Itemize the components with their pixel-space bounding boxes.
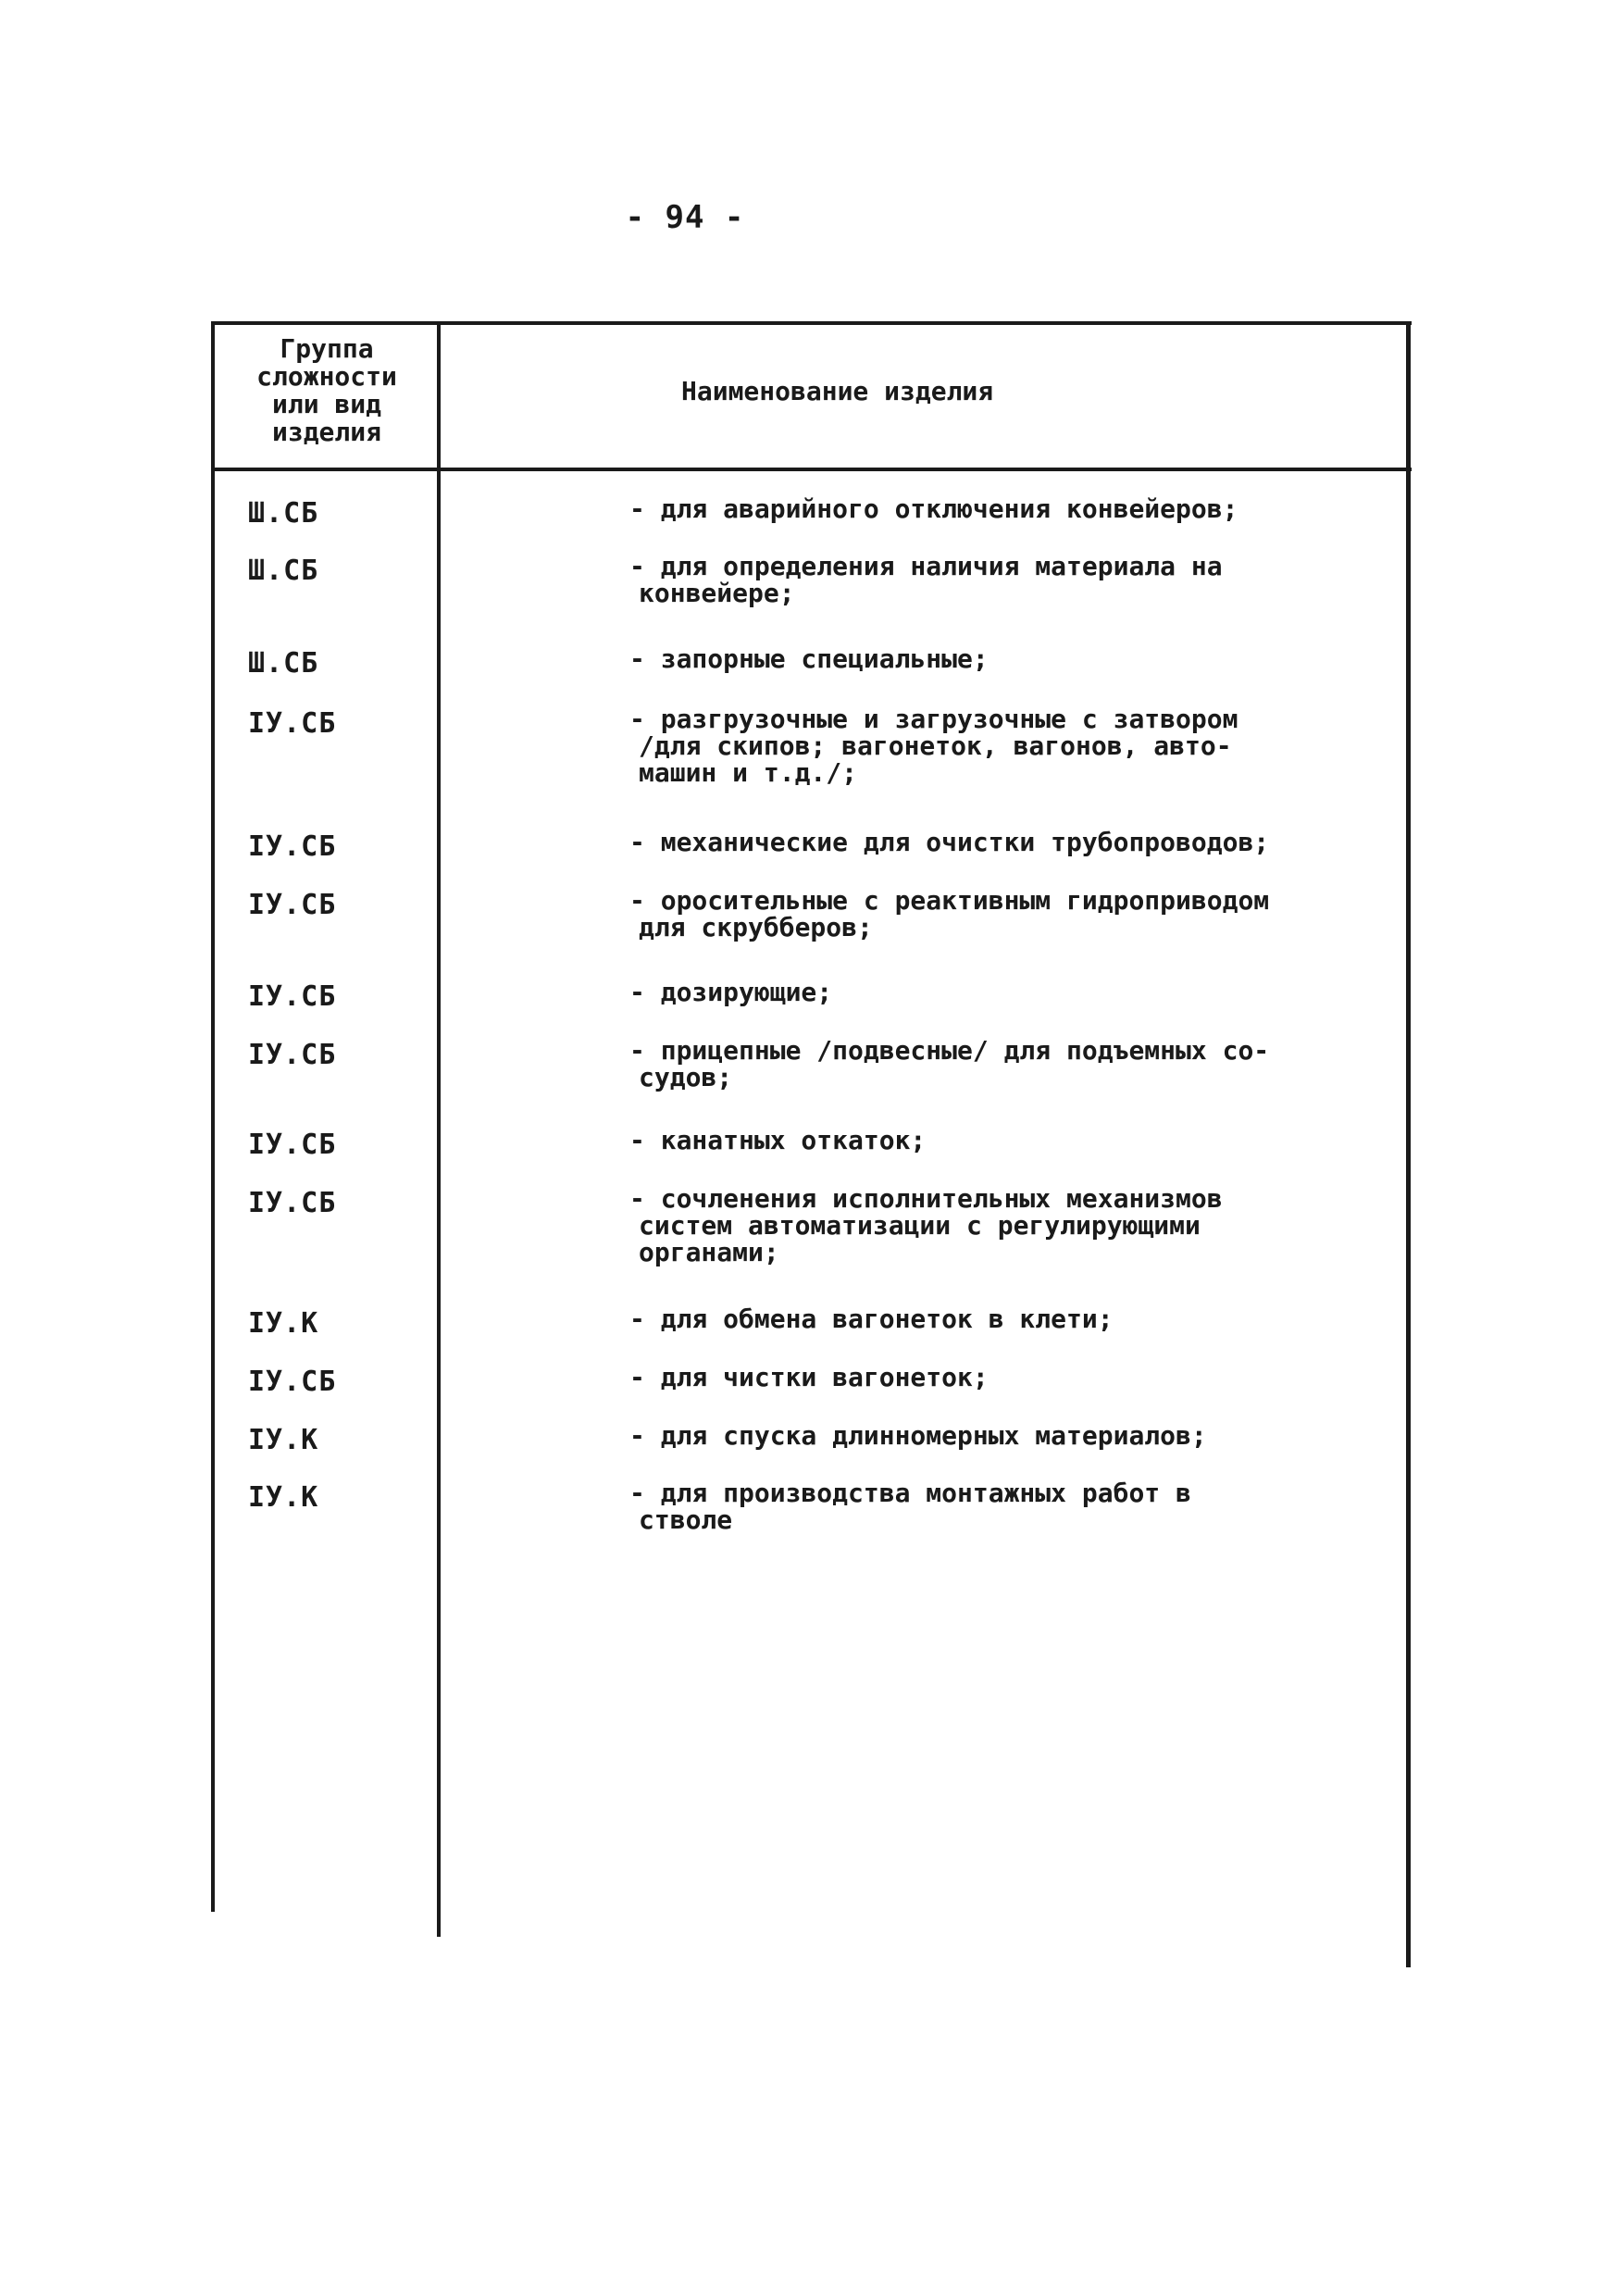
row-description	[629, 1305, 1398, 1332]
row-description-line: - для производства монтажных работ в	[629, 1478, 1191, 1508]
row-description	[629, 1037, 1398, 1091]
table-left-border	[211, 321, 215, 1912]
row-description-line: - оросительные с реактивным гидроприводом	[629, 885, 1270, 916]
row-description	[629, 1422, 1398, 1449]
row-code: IУ.СБ	[248, 1039, 337, 1071]
row-code: Ш.СБ	[248, 497, 319, 530]
row-description-line: - механические для очистки трубопроводов;	[629, 827, 1270, 857]
header-name-column: Наименование изделия	[681, 376, 994, 406]
row-code: IУ.СБ	[248, 1366, 337, 1398]
table-header-separator	[211, 468, 1412, 471]
row-code: IУ.СБ	[248, 1129, 337, 1161]
row-description-line: - дозирующие;	[629, 977, 833, 1007]
row-description	[629, 645, 1398, 672]
row-code: IУ.СБ	[248, 830, 337, 863]
page-number: - 94 -	[625, 199, 745, 236]
row-description-line: - для аварийного отключения конвейеров;	[629, 493, 1238, 524]
row-description-line: - запорные специальные;	[629, 643, 989, 674]
row-code: IУ.СБ	[248, 980, 337, 1013]
row-description-line: - для чистки вагонеток;	[629, 1362, 989, 1392]
header-group-column	[218, 335, 435, 446]
row-code: IУ.СБ	[248, 1187, 337, 1219]
row-description	[629, 495, 1398, 522]
row-description-line: - прицепные /подвесные/ для подъемных со-	[629, 1035, 1270, 1066]
header-group-line: сложности	[256, 361, 397, 392]
table-top-border	[211, 321, 1412, 325]
row-description-line: систем автоматизации с регулирующими	[639, 1210, 1201, 1241]
row-description-line: стволе	[639, 1504, 733, 1535]
row-description	[629, 553, 1398, 606]
header-group-line: изделия	[271, 417, 381, 447]
row-description	[629, 829, 1398, 855]
row-description	[629, 1364, 1398, 1391]
row-description-line: - для определения наличия материала на	[629, 551, 1223, 581]
table-column-divider	[437, 321, 441, 1937]
row-description-line: - для обмена вагонеток в клети;	[629, 1304, 1114, 1334]
row-code: Ш.СБ	[248, 647, 319, 680]
row-description-line: - канатных откаток;	[629, 1125, 927, 1155]
row-description-line: /для скипов; вагонеток, вагонов, авто-	[639, 730, 1232, 761]
row-code: IУ.СБ	[248, 889, 337, 921]
row-code: IУ.СБ	[248, 707, 337, 740]
row-code: Ш.СБ	[248, 555, 319, 587]
row-description-line: - разгрузочные и загрузочные с затвором	[629, 704, 1238, 734]
row-description	[629, 1127, 1398, 1154]
header-group-line: или вид	[271, 389, 381, 419]
row-description-line: судов;	[639, 1062, 733, 1092]
row-code: IУ.К	[248, 1424, 319, 1456]
row-description-line: - сочленения исполнительных механизмов	[629, 1183, 1223, 1214]
row-description-line: органами;	[639, 1237, 779, 1267]
row-code: IУ.К	[248, 1481, 319, 1514]
header-group-line: Группа	[280, 333, 374, 364]
row-description-line: - для спуска длинномерных материалов;	[629, 1420, 1207, 1451]
row-description	[629, 705, 1398, 786]
row-description	[629, 979, 1398, 1005]
row-description	[629, 887, 1398, 941]
row-description-line: конвейере;	[639, 578, 795, 608]
row-description	[629, 1185, 1398, 1266]
row-code: IУ.К	[248, 1307, 319, 1340]
row-description-line: машин и т.д./;	[639, 757, 858, 788]
row-description	[629, 1479, 1398, 1533]
table-right-border	[1406, 321, 1411, 1967]
row-description-line: для скрубберов;	[639, 912, 873, 942]
